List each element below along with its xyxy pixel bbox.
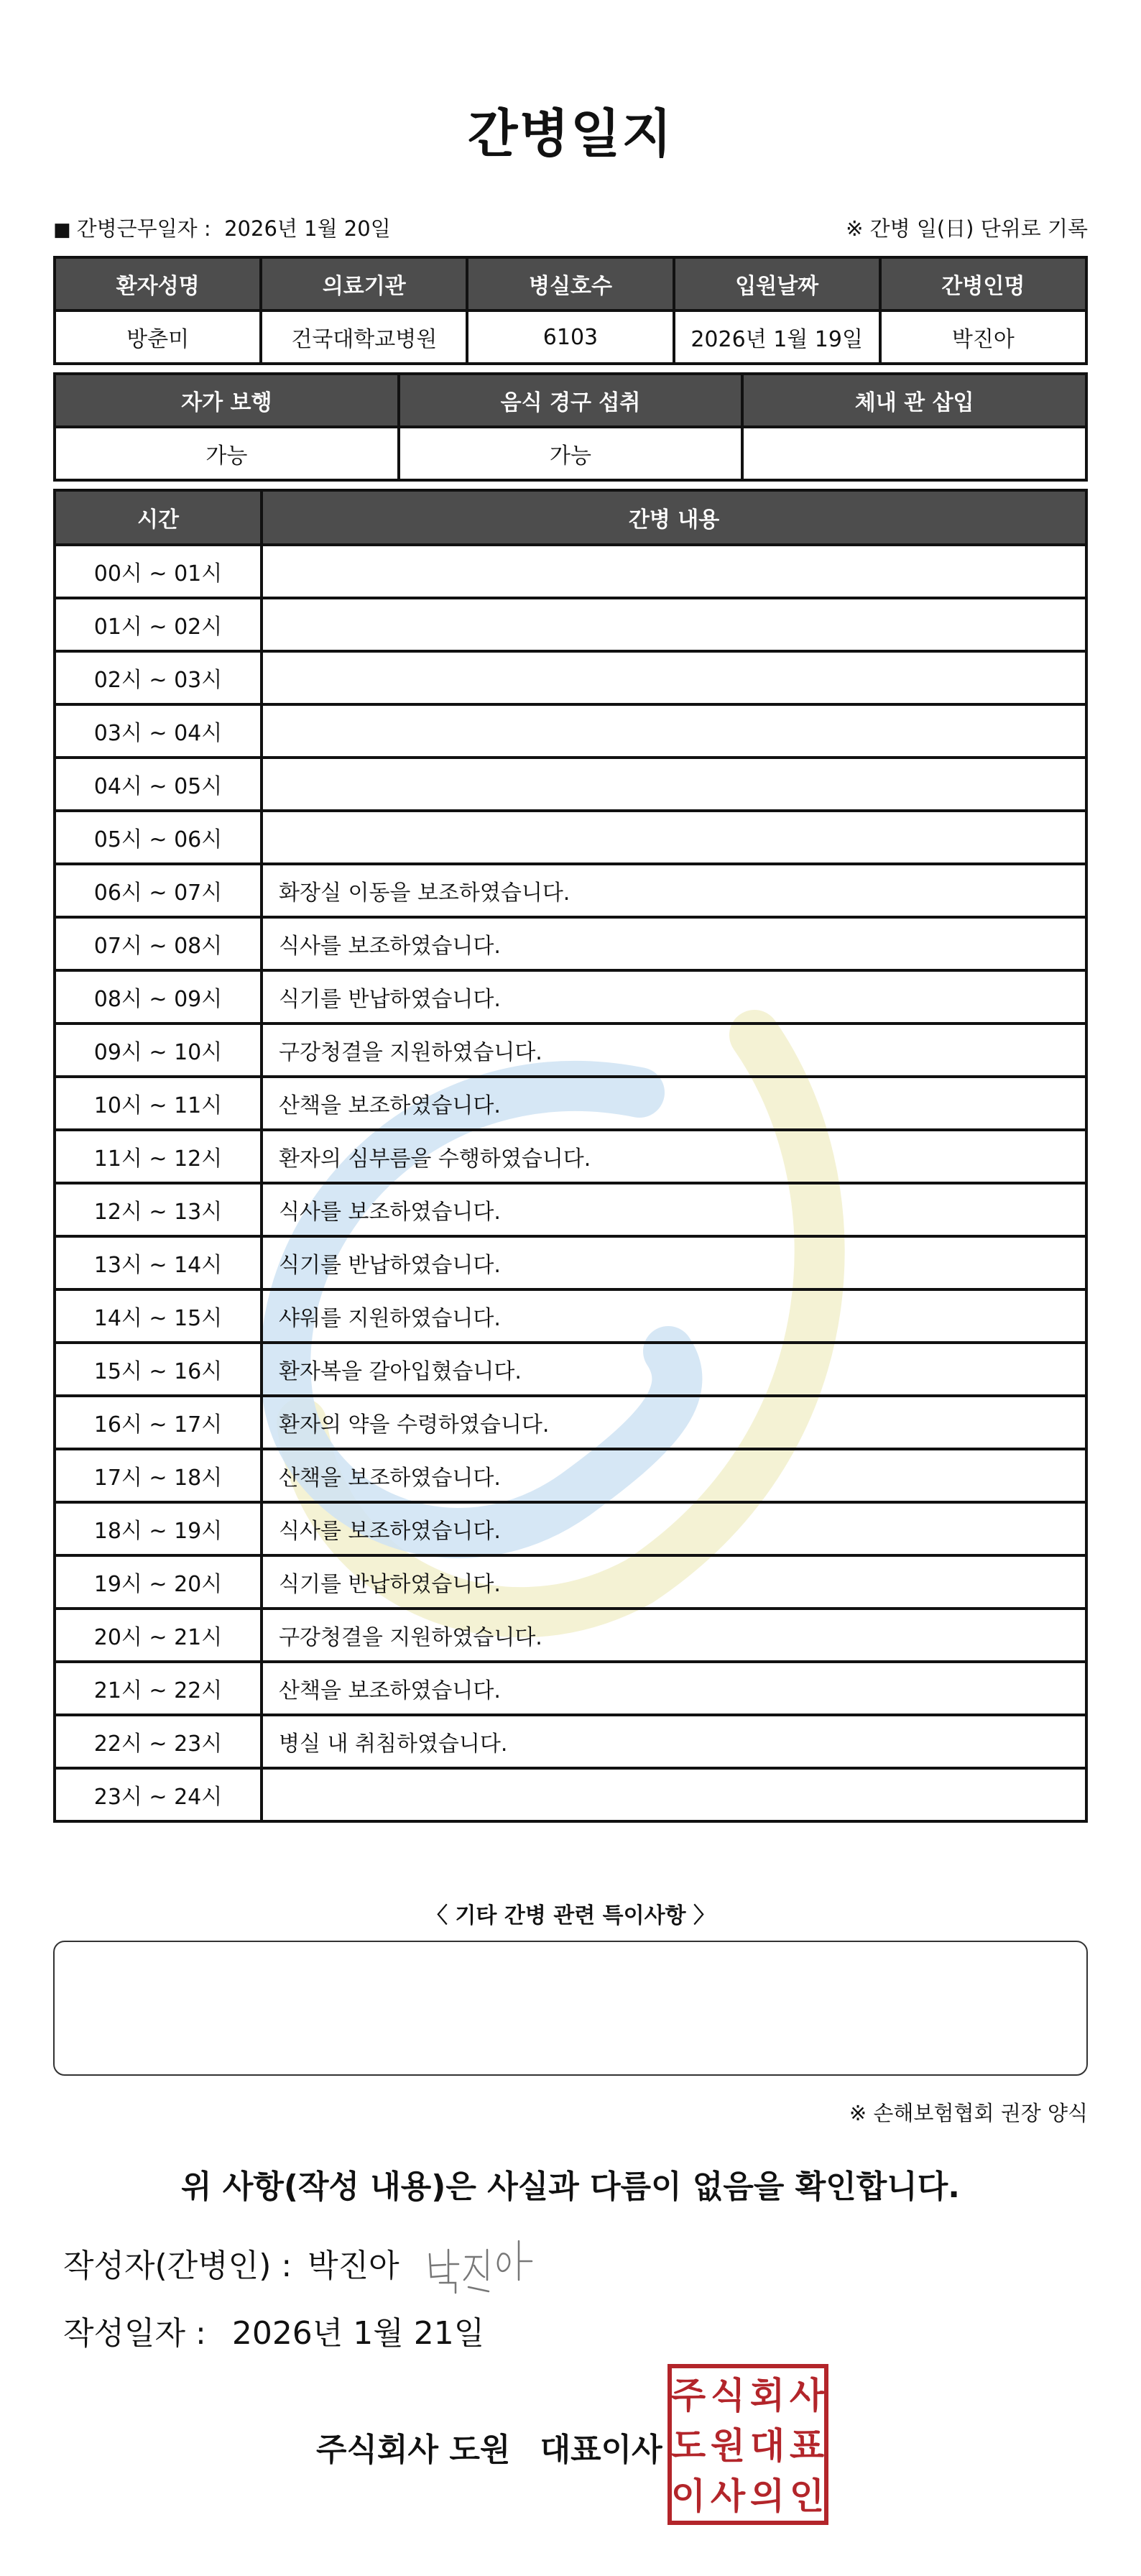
log-row xyxy=(55,1502,1086,1555)
log-row xyxy=(55,1024,1086,1077)
oral-intake-value: 가능 xyxy=(399,427,743,480)
log-content: 샤워를 지원하였습니다. xyxy=(262,1289,1086,1343)
work-date xyxy=(53,213,391,242)
written-date-line xyxy=(63,2307,484,2353)
hospital: 건국대학교병원 xyxy=(261,310,467,364)
log-time: 12시 ~ 13시 xyxy=(55,1183,262,1236)
log-row xyxy=(55,917,1086,970)
seal-char: 회 xyxy=(749,2375,785,2416)
special-notes-box xyxy=(53,1941,1088,2076)
log-time: 14시 ~ 15시 xyxy=(55,1289,262,1343)
log-time: 08시 ~ 09시 xyxy=(55,970,262,1024)
ceo-label: 대표이사 xyxy=(540,2432,662,2468)
log-content: 화장실 이동을 보조하였습니다. xyxy=(262,864,1086,917)
log-row xyxy=(55,598,1086,651)
company-name: 주식회사 도원 xyxy=(316,2432,511,2468)
company-line xyxy=(316,2424,662,2470)
caregiver-name: 박진아 xyxy=(880,310,1086,364)
seal-char: 사 xyxy=(710,2475,746,2517)
log-row xyxy=(55,1343,1086,1396)
log-content: 산책을 보조하였습니다. xyxy=(262,1662,1086,1715)
seal-char: 의 xyxy=(749,2475,785,2517)
log-content xyxy=(262,704,1086,758)
header-room: 병실호수 xyxy=(467,257,673,310)
work-date-value: 2026년 1월 20일 xyxy=(224,216,391,241)
log-time: 11시 ~ 12시 xyxy=(55,1130,262,1183)
header-hospital: 의료기관 xyxy=(261,257,467,310)
log-row xyxy=(55,811,1086,864)
log-time: 13시 ~ 14시 xyxy=(55,1236,262,1289)
unit-note: ※ 간병 일(日) 단위로 기록 xyxy=(846,216,1088,241)
patient-name: 방춘미 xyxy=(55,310,261,364)
log-time: 03시 ~ 04시 xyxy=(55,704,262,758)
log-row xyxy=(55,970,1086,1024)
log-content: 식기를 반납하였습니다. xyxy=(262,970,1086,1024)
log-time: 06시 ~ 07시 xyxy=(55,864,262,917)
log-row xyxy=(55,1130,1086,1183)
work-date-label: 간병근무일자 : xyxy=(76,216,211,241)
log-time: 16시 ~ 17시 xyxy=(55,1396,262,1449)
header-time: 시간 xyxy=(55,490,262,545)
log-row xyxy=(55,1236,1086,1289)
log-row xyxy=(55,704,1086,758)
status-value-row xyxy=(55,427,1086,480)
log-content: 산책을 보조하였습니다. xyxy=(262,1077,1086,1130)
log-row xyxy=(55,1183,1086,1236)
log-row xyxy=(55,1289,1086,1343)
log-content xyxy=(262,811,1086,864)
patient-info-table xyxy=(53,256,1088,365)
company-seal xyxy=(667,2363,829,2526)
header-care-content: 간병 내용 xyxy=(262,490,1086,545)
patient-status-table xyxy=(53,372,1088,482)
seal-char: 도 xyxy=(670,2425,706,2467)
seal-char: 사 xyxy=(789,2375,825,2416)
log-content: 병실 내 취침하였습니다. xyxy=(262,1715,1086,1768)
log-time: 18시 ~ 19시 xyxy=(55,1502,262,1555)
log-content xyxy=(262,598,1086,651)
log-row xyxy=(55,1077,1086,1130)
writer-name: 박진아 xyxy=(308,2248,399,2284)
seal-char: 대 xyxy=(749,2425,785,2467)
log-time: 17시 ~ 18시 xyxy=(55,1449,262,1502)
square-bullet-icon: ■ xyxy=(53,218,71,241)
log-time: 21시 ~ 22시 xyxy=(55,1662,262,1715)
log-time: 10시 ~ 11시 xyxy=(55,1077,262,1130)
seal-char: 원 xyxy=(710,2425,746,2467)
patient-header-row xyxy=(55,257,1086,310)
log-content: 식사를 보조하였습니다. xyxy=(262,1183,1086,1236)
room-number: 6103 xyxy=(467,310,673,364)
log-header-row xyxy=(55,490,1086,545)
page-title: 간병일지 xyxy=(467,104,674,164)
self-walking-value: 가능 xyxy=(55,427,399,480)
written-date-value: 2026년 1월 21일 xyxy=(231,2315,485,2352)
tube-insertion-value xyxy=(742,427,1086,480)
header-admission-date: 입원날짜 xyxy=(674,257,880,310)
log-content: 식기를 반납하였습니다. xyxy=(262,1555,1086,1609)
log-time: 09시 ~ 10시 xyxy=(55,1024,262,1077)
log-time: 19시 ~ 20시 xyxy=(55,1555,262,1609)
meta-row xyxy=(53,213,1088,242)
log-time: 07시 ~ 08시 xyxy=(55,917,262,970)
log-row xyxy=(55,1662,1086,1715)
log-row xyxy=(55,1609,1086,1662)
header-self-walking: 자가 보행 xyxy=(55,374,399,427)
log-content: 구강청결을 지원하였습니다. xyxy=(262,1024,1086,1077)
writer-line xyxy=(63,2240,399,2286)
log-content: 식기를 반납하였습니다. xyxy=(262,1236,1086,1289)
confirmation-statement: 위 사항(작성 내용)은 사실과 다름이 없음을 확인합니다. xyxy=(181,2168,960,2205)
log-content: 구강청결을 지원하였습니다. xyxy=(262,1609,1086,1662)
care-log-table xyxy=(53,489,1088,1823)
log-row xyxy=(55,1715,1086,1768)
form-note: ※ 손해보험협회 권장 양식 xyxy=(849,2101,1088,2125)
seal-char: 표 xyxy=(789,2425,825,2467)
status-header-row xyxy=(55,374,1086,427)
log-row xyxy=(55,758,1086,811)
log-time: 00시 ~ 01시 xyxy=(55,545,262,598)
seal-char: 인 xyxy=(789,2475,825,2517)
header-oral-intake: 음식 경구 섭취 xyxy=(399,374,743,427)
log-content xyxy=(262,651,1086,704)
seal-char: 이 xyxy=(670,2475,706,2517)
log-time: 04시 ~ 05시 xyxy=(55,758,262,811)
log-row xyxy=(55,545,1086,598)
log-row xyxy=(55,1768,1086,1821)
log-row xyxy=(55,1449,1086,1502)
log-body xyxy=(55,545,1086,1821)
header-tube-insertion: 체내 관 삽입 xyxy=(742,374,1086,427)
log-time: 01시 ~ 02시 xyxy=(55,598,262,651)
writer-label: 작성자(간병인) : xyxy=(63,2248,292,2284)
log-time: 05시 ~ 06시 xyxy=(55,811,262,864)
log-row xyxy=(55,1396,1086,1449)
admission-date: 2026년 1월 19일 xyxy=(674,310,880,364)
log-row xyxy=(55,1555,1086,1609)
log-content xyxy=(262,1768,1086,1821)
log-content: 환자의 약을 수령하였습니다. xyxy=(262,1396,1086,1449)
log-row xyxy=(55,864,1086,917)
log-row xyxy=(55,651,1086,704)
seal-char: 주 xyxy=(670,2375,706,2416)
log-time: 02시 ~ 03시 xyxy=(55,651,262,704)
special-notes-title: 〈 기타 간병 관련 특이사항 〉 xyxy=(425,1903,716,1928)
log-time: 22시 ~ 23시 xyxy=(55,1715,262,1768)
written-date-label: 작성일자 : xyxy=(63,2315,206,2352)
log-content xyxy=(262,545,1086,598)
log-content: 식사를 보조하였습니다. xyxy=(262,917,1086,970)
log-time: 23시 ~ 24시 xyxy=(55,1768,262,1821)
log-content: 환자복을 갈아입혔습니다. xyxy=(262,1343,1086,1396)
log-time: 15시 ~ 16시 xyxy=(55,1343,262,1396)
patient-value-row xyxy=(55,310,1086,364)
header-patient-name: 환자성명 xyxy=(55,257,261,310)
log-content xyxy=(262,758,1086,811)
writer-signature xyxy=(424,2232,553,2297)
seal-char: 식 xyxy=(710,2375,746,2416)
log-time: 20시 ~ 21시 xyxy=(55,1609,262,1662)
log-content: 산책을 보조하였습니다. xyxy=(262,1449,1086,1502)
header-caregiver-name: 간병인명 xyxy=(880,257,1086,310)
log-content: 식사를 보조하였습니다. xyxy=(262,1502,1086,1555)
log-content: 환자의 심부름을 수행하였습니다. xyxy=(262,1130,1086,1183)
